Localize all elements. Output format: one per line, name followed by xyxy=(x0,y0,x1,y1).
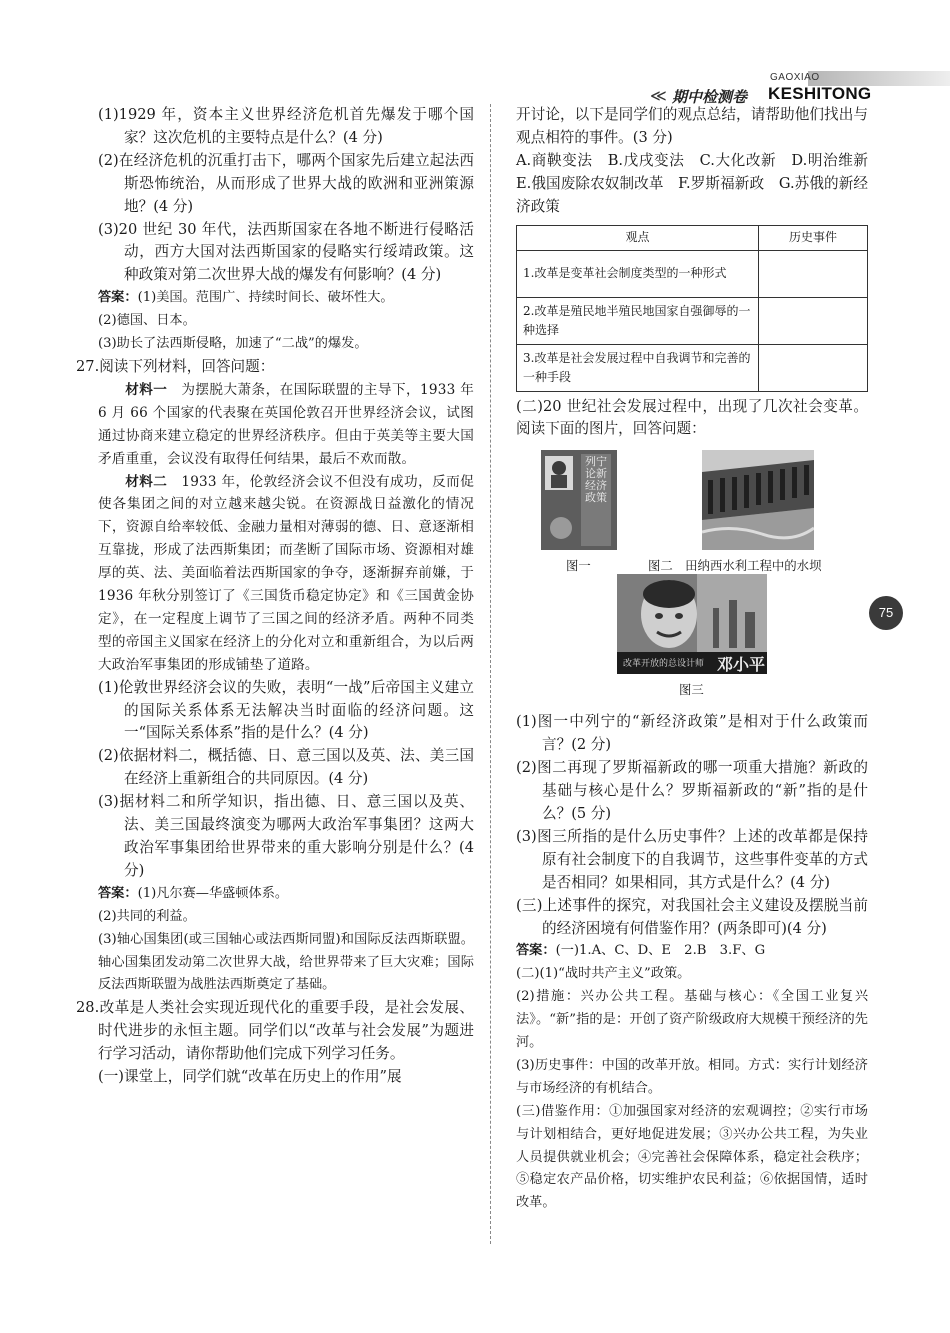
figure-2-dam xyxy=(702,450,814,550)
q28-part-a-cont: 开讨论，以下是同学们的观点总结，请帮助他们找出与观点相符的事件。(3 分) xyxy=(516,106,868,146)
answer-26-line1: 答案：(1)美国。范围广、持续时间长、破坏性大。 xyxy=(98,290,394,306)
event-cell[interactable] xyxy=(759,344,868,391)
q28-part-a-start: (一)课堂上，同学们就“改革在历史上的作用”展 xyxy=(98,1068,402,1086)
q27-part3: (3)据材料二和所学知识，指出德、日、意三国以及英、法、美三国最终演变为哪两大政治军事集团？这两大政治军事集团给世界带来的重大影响分别是什么？(4 分) xyxy=(98,793,474,879)
views-table xyxy=(516,225,868,392)
q28-b2: (2)图二再现了罗斯福新政的哪一项重大措施？新政的基础与核心是什么？罗斯福新政的“新”指的是什么？(5 分) xyxy=(516,759,868,822)
material-1-label: 材料一 xyxy=(125,381,168,398)
material-2: 材料二 1933 年，伦敦经济会议不但没有成功，反而促使各集团之间的对立越来越尖锐。在资源战日益激化的情况下，资源自给率较低、金融力量相对薄弱的德、日、意逐渐相互靠拢，形成了法西斯集团；而垄断了国际市场、资源相对雄厚的英、法、美面临着法西斯国家的争夺，逐渐摒弃前嫌，于 1936 年秋分别签订了《三国货币稳定协定》和《三国黄金协定》，在一定程度上调节了三国之间的经济矛盾。两种不同类型的帝国主义国家在经济上的分化对立和重新组合，为以后两大政治军事集团的形成铺垫了道路。 xyxy=(98,473,474,673)
answer-26-line2: (2)德国、日本。 xyxy=(98,313,196,329)
answer-label: 答案： xyxy=(98,290,138,306)
q27-part1: (1)伦敦世界经济会议的失败，表明“一战”后帝国主义建立的国际关系体系无法解决当时面临的经济问题。这一“国际关系体系”指的是什么？(4 分) xyxy=(98,678,474,742)
answer-28-b1: (二)(1)“战时共产主义”政策。 xyxy=(516,966,691,982)
brand-big: KESHITONG xyxy=(768,84,872,103)
figure-3-subtitle: 改革开放的总设计师 xyxy=(623,659,705,669)
material-1: 材料一 为摆脱大萧条，在国际联盟的主导下，1933 年 6 月 66 个国家的代表聚在英国伦敦召开世界经济会议，试图通过协商来建立稳定的世界经济秩序。但由于英美等主要大国矛盾重重，会议没有取得任何结果，最后不欢而散。 xyxy=(98,381,474,467)
table-header-view: 观点 xyxy=(517,225,759,250)
q26-part2: (2)在经济危机的沉重打击下，哪两个国家先后建立起法西斯恐怖统治，从而形成了世界大战的欧洲和亚洲策源地？(4 分) xyxy=(98,151,474,215)
section-title: 期中检测卷 xyxy=(672,88,748,106)
q27-stem: 27.阅读下列材料，回答问题： xyxy=(76,357,275,375)
q28-c: (三)上述事件的探究，对我国社会主义建设及摆脱当前的经济困境有何借鉴作用？(两条即可)(4 分) xyxy=(516,896,868,937)
figure-1-title: 列宁论新经济政策 xyxy=(585,455,607,504)
table-row xyxy=(517,297,868,344)
view-cell: 1.改革是变革社会制度类型的一种形式 xyxy=(517,250,759,297)
figure-1-caption: 图一 xyxy=(566,558,591,573)
event-cell[interactable] xyxy=(759,297,868,344)
figure-3-name: 邓小平 xyxy=(717,655,766,674)
q28-part-b: (二)20 世纪社会发展过程中，出现了几次社会变革。阅读下面的图片，回答问题： xyxy=(516,397,868,438)
answer-27-line1: 答案：(1)凡尔赛—华盛顿体系。 xyxy=(98,885,289,901)
q28-b3: (3)图三所指的是什么历史事件？上述的改革都是保持原有社会制度下的自我调节，这些事件变革的方式是否相同？如果相同，其方式是什么？(4 分) xyxy=(516,827,868,891)
q28-stem: 28.改革是人类社会实现近现代化的重要手段，是社会发展、时代进步的永恒主题。同学们以“改革与社会发展”为题进行学习活动，请你帮助他们完成下列学习任务。 xyxy=(76,999,474,1063)
q26-part3: (3)20 世纪 30 年代，法西斯国家在各地不断进行侵略活动，西方大国对法西斯国家的侵略实行绥靖政策。这种政策对第二次世界大战的爆发有何影响？(4 分) xyxy=(98,220,474,284)
answer-28-b2: (2)措施：兴办公共工程。基础与核心：《全国工业复兴法》。“新”指的是：开创了资产阶级政府大规模干预经济的先河。 xyxy=(516,989,868,1051)
q28-b1: (1)图一中列宁的“新经济政策”是相对于什么政策而言？(2 分) xyxy=(516,713,868,754)
q28-options: A.商鞅变法 B.戊戌变法 C.大化改新 D.明治维新 E.俄国废除农奴制改革 F.罗斯福新政 G.苏俄的新经济政策 xyxy=(516,151,883,215)
answer-27-line3: (3)轴心国集团(或三国轴心或法西斯同盟)和国际反法西斯联盟。轴心国集团发动第二次世界大战，给世界带来了巨大灾难；国际反法西斯联盟为战胜法西斯奠定了基础。 xyxy=(98,931,474,993)
event-cell[interactable] xyxy=(759,250,868,297)
figure-1-lenin-book xyxy=(541,450,617,550)
table-header-row xyxy=(517,225,868,250)
answer-28-c: (三)借鉴作用：①加强国家对经济的宏观调控；②实行市场与计划相结合，更好地促进发展；③兴办公共工程，为失业人员提供就业机会；④完善社会保障体系，稳定社会秩序；⑤稳定农产品价格，切实维护农民利益；⑥依据国情，适时改革。 xyxy=(516,1103,868,1211)
view-cell: 2.改革是殖民地半殖民地国家自强御辱的一种选择 xyxy=(517,297,759,344)
answer-27-line2: (2)共同的利益。 xyxy=(98,908,196,924)
figure-3-caption: 图三 xyxy=(679,682,704,697)
table-row xyxy=(517,344,868,391)
material-2-label: 材料二 xyxy=(125,473,168,490)
answer-28-b3: (3)历史事件：中国的改革开放。相同。方式：实行计划经济与市场经济的有机结合。 xyxy=(516,1057,868,1096)
left-column xyxy=(76,104,474,1089)
figure-2-caption: 图二 田纳西水利工程中的水坝 xyxy=(648,558,822,573)
view-cell: 3.改革是社会发展过程中自我调节和完善的一种手段 xyxy=(517,344,759,391)
column-divider xyxy=(490,104,491,1244)
page-number-badge: 75 xyxy=(869,596,903,630)
q26-part1: (1)1929 年，资本主义世界经济危机首先爆发于哪个国家？这次危机的主要特点是什么？(4 分) xyxy=(98,106,474,146)
header-arrows-icon: ≪ xyxy=(650,86,667,105)
figure-3-deng-xiaoping xyxy=(617,574,767,674)
table-header-event: 历史事件 xyxy=(759,225,868,250)
answer-28-a: 答案：(一)1.A、C、D、E 2.B 3.F、G xyxy=(516,943,766,959)
q27-part2: (2)依据材料二，概括德、日、意三国以及英、法、美三国在经济上重新组合的共同原因。(4 分) xyxy=(98,747,474,788)
brand-small: GAOXIAO xyxy=(770,72,820,83)
table-row xyxy=(517,250,868,297)
answer-26-line3: (3)助长了法西斯侵略，加速了“二战”的爆发。 xyxy=(98,336,368,352)
dam-photo xyxy=(702,450,814,550)
